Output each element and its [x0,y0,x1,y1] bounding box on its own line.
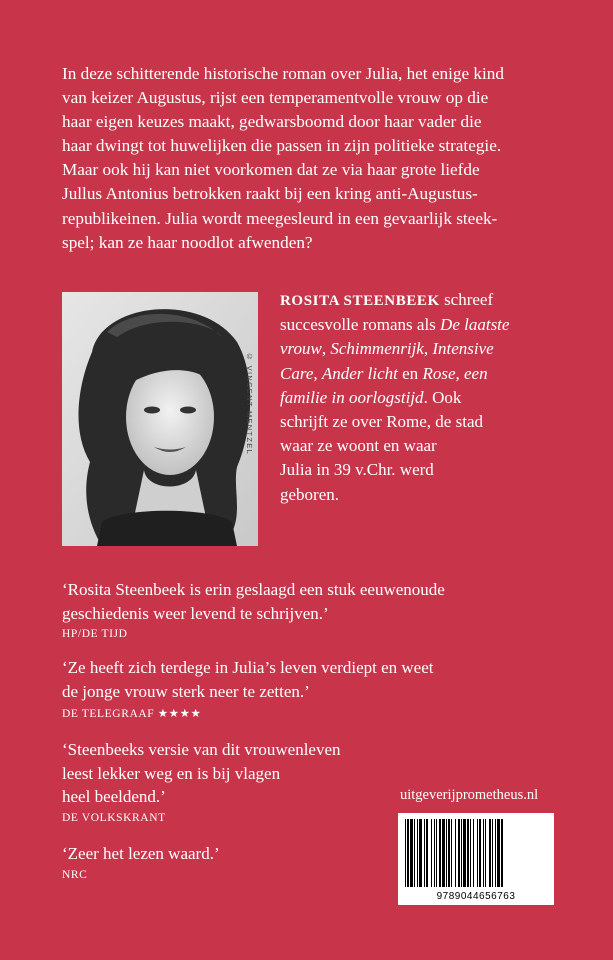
blurb-line: Jullus Antonius betrokken raakt bij een kring anti-Augustus- [62,184,478,204]
barcode-bar [463,819,466,887]
bio-text: , [313,363,322,383]
quote-line: leest lekker weg en is bij vlagen [62,763,281,783]
quote-line: geschiedenis weer levend te schrijven.’ [62,603,329,623]
author-name: ROSITA STEENBEEK [280,293,440,309]
review-source: HP/DE TIJD [62,628,128,640]
barcode-bar [479,819,481,887]
bio-line [280,288,570,313]
barcode-bar [446,819,447,887]
bio-line [280,386,570,410]
book-title: De laatste [440,315,510,335]
author-photo [62,292,258,546]
review-source: DE TELEGRAAF ★★★★ [62,708,202,720]
barcode-bar [410,819,413,887]
bio-line: Julia in 39 v.Chr. werd [280,460,434,480]
barcode-bar [501,819,503,887]
barcode-bar [483,819,484,887]
barcode-bar [434,819,435,887]
barcode-bars [403,819,549,887]
review-source: NRC [62,868,88,881]
quote-line: ‘Rosita Steenbeek is erin geslaagd een stuk eeuwenoude [62,580,445,599]
bio-line [280,362,570,386]
barcode-bar [473,819,474,887]
blurb-line: In deze schitterende historische roman over Julia, het enige kind [62,64,504,83]
barcode-bar [405,819,406,887]
photo-credit: © VINCENT MENTZEL [245,352,254,456]
barcode-bar [407,819,409,887]
review-hp-de-tijd [62,578,482,640]
blurb-line: van keizer Augustus, rijst een temperamentvolle vrouw op die [62,88,489,108]
author-portrait-image [62,292,258,546]
bio-line: geboren. [280,484,340,504]
barcode-bar [477,819,478,887]
isbn-barcode [398,813,554,905]
barcode-bar [419,819,422,887]
review-quote [62,656,482,703]
quote-line: ‘Zeer het lezen waard.’ [62,844,220,863]
publisher-website[interactable]: uitgeverijprometheus.nl [400,787,539,803]
book-title: Ander licht [321,363,398,383]
quote-line: heel beeldend.’ [62,787,166,806]
barcode-bar [436,819,437,887]
review-source: DE VOLKSKRANT [62,811,166,824]
blurb-line: republikeinen. Julia wordt meegesleurd in een gevaarlijk steek- [62,208,498,228]
blurb-line: Maar ook hij kan niet voorkomen dat ze via haar grote liefde [62,160,480,180]
barcode-bar [467,819,469,887]
bio-text: en [397,363,423,383]
barcode-bar [442,819,445,887]
barcode-bar [424,819,425,887]
barcode-bar [492,819,493,887]
barcode-bar [426,819,428,887]
quote-line: ‘Steenbeeks versie van dit vrouwenleven [62,740,341,759]
blurb-line: haar dwingt tot huwelijken die passen in zijn politieke strategie. [62,136,502,156]
book-title: familie in oorlogstijd [280,387,424,407]
book-title: Schimmenrijk [330,339,424,359]
bio-text: . Ook [423,387,462,407]
barcode-bar [448,819,450,887]
quote-line: ‘Ze heeft zich terdege in Julia’s leven verdiept en weet [62,658,434,677]
barcode-bar [458,819,460,887]
isbn-number: 9789044656763 [436,891,516,902]
barcode-bar [461,819,462,887]
blurb-line: spel; kan ze haar noodlot afwenden? [62,232,313,252]
barcode-bar [414,819,415,887]
barcode-bar [431,819,432,887]
bio-text: succesvolle romans als [280,315,441,335]
bio-line [280,313,570,337]
book-title: Care [280,363,314,383]
barcode-bar [470,819,471,887]
bio-line: schrijft ze over Rome, de stad [280,412,483,432]
back-cover-blurb [62,62,562,255]
barcode-bar [451,819,452,887]
book-title: Rose, een [422,363,488,383]
review-quote [62,578,482,625]
barcode-bar [489,819,491,887]
review-de-telegraaf [62,656,482,720]
bio-line [280,337,570,361]
barcode-bar [495,819,496,887]
bio-text: schreef [439,290,494,309]
bio-text: , [423,339,433,359]
barcode-bar [439,819,441,887]
review-de-volkskrant [62,738,482,824]
barcode-bar [455,819,456,887]
blurb-line: haar eigen keuzes maakt, gedwarsboomd door haar vader die [62,112,482,132]
author-bio [280,288,570,507]
book-title: vrouw [280,339,322,359]
bio-text: , [321,339,331,359]
barcode-bar [497,819,500,887]
barcode-bar [485,819,486,887]
book-title: Intensive [432,339,494,359]
barcode-bar [417,819,418,887]
bio-line: waar ze woont en waar [280,436,437,456]
quote-line: de jonge vrouw sterk neer te zetten.’ [62,681,310,701]
